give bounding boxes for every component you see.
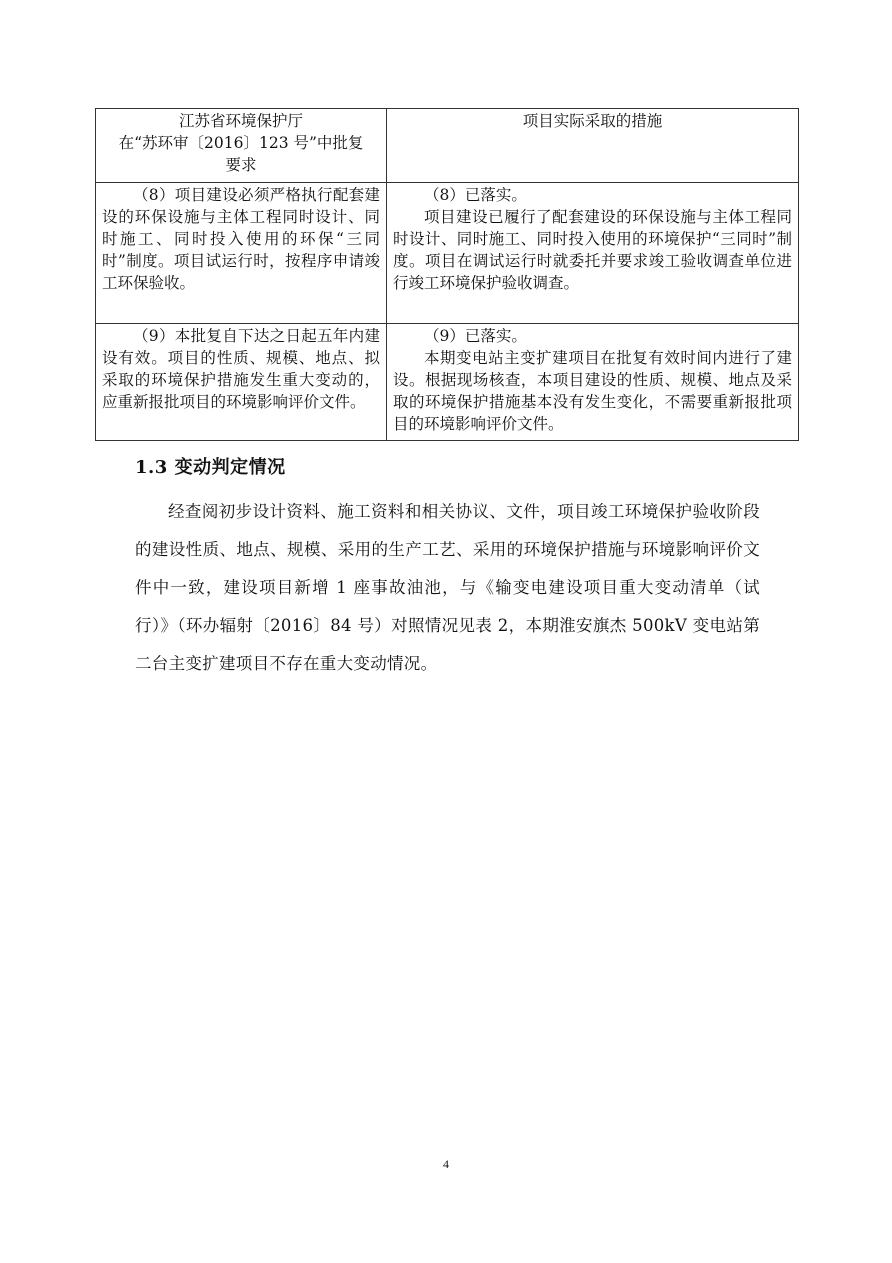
requirement-cell xyxy=(96,324,387,441)
measure-text: 项目建设已履行了配套建设的环保设施与主体工程同时设计、同时施工、同时投入使用的环境保护“三同时”制度。项目在调试运行时就委托并要求竣工验收调查单位进行竣工环境保护验收调查。 xyxy=(393,208,792,292)
table-row xyxy=(96,324,799,441)
table-header-row xyxy=(96,109,799,183)
header-left-line: 要求 xyxy=(225,156,257,174)
section-paragraph: 经查阅初步设计资料、施工资料和相关协议、文件，项目竣工环境保护验收阶段的建设性质、地点、规模、采用的生产工艺、采用的环境保护措施与环境影响评价文件中一致，建设项目新增 1 座事故油池，与《输变电建设项目重大变动清单（试行）》（环办辐射〔2016〕84 号）对照情况见表 2，本期淮安旗杰 500kV 变电站第二台主变扩建项目不存在重大变动情况。 xyxy=(135,502,760,673)
header-left-line: 江苏省环境保护厅 xyxy=(178,112,303,130)
header-left-line: 在“苏环审〔2016〕123 号”中批复 xyxy=(118,134,364,152)
status-text: （8）已落实。 xyxy=(424,186,527,204)
measure-text: 本期变电站主变扩建项目在批复有效时间内进行了建设。根据现场核查，本项目建设的性质、规模、地点及采取的环境保护措施基本没有发生变化，不需要重新报批项目的环境影响评价文件。 xyxy=(393,349,792,433)
approval-requirements-table xyxy=(95,108,799,441)
page-number: 4 xyxy=(443,1157,449,1171)
measure-cell xyxy=(387,183,799,324)
measure-cell xyxy=(387,324,799,441)
header-actual-measures: 项目实际采取的措施 xyxy=(387,109,799,183)
section-heading: 1.3 变动判定情况 xyxy=(135,457,286,478)
requirement-cell xyxy=(96,183,387,324)
table-row xyxy=(96,183,799,324)
requirement-text: （9）本批复自下达之日起五年内建设有效。项目的性质、规模、地点、拟采取的环境保护措施发生重大变动的，应重新报批项目的环境影响评价文件。 xyxy=(102,327,380,411)
header-approval-requirements xyxy=(96,109,387,183)
status-text: （9）已落实。 xyxy=(424,327,527,345)
requirement-text: （8）项目建设必须严格执行配套建设的环保设施与主体工程同时设计、同时施工、同时投入使用的环保“三同时”制度。项目试运行时，按程序申请竣工环保验收。 xyxy=(102,186,380,292)
